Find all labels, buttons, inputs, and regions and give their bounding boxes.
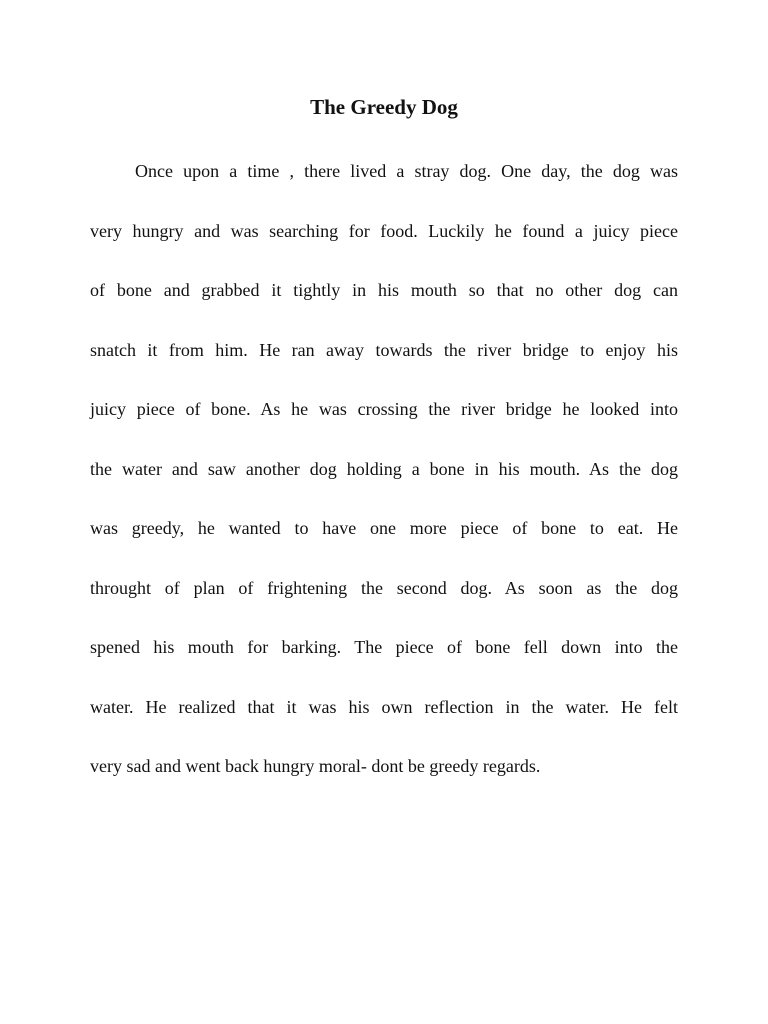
story-line-4: snatch it from him. He ran away towards the river bridge to enjoy his	[90, 339, 678, 360]
story-line-7: was greedy, he wanted to have one more piece of bone to eat. He	[90, 518, 678, 538]
story-line-6: the water and saw another dog holding a bone in his mouth. As the dog	[90, 458, 678, 479]
story-line-11: very sad and went back hungry moral- dont be greedy regards.	[90, 756, 541, 776]
story-line-9: spened his mouth for barking. The piece of bone fell down into the	[90, 637, 678, 657]
story-line-1: Once upon a time , there lived a stray dog. One day, the dog was	[135, 161, 678, 181]
story-title: The Greedy Dog	[310, 95, 458, 119]
story-body	[90, 156, 678, 811]
story-line-10: water. He realized that it was his own reflection in the water. He felt	[90, 696, 678, 717]
story-line-3: of bone and grabbed it tightly in his mouth so that no other dog can	[90, 280, 678, 300]
story-line-8: throught of plan of frightening the second dog. As soon as the dog	[90, 577, 678, 598]
story-line-5: juicy piece of bone. As he was crossing the river bridge he looked into	[90, 399, 678, 419]
story-line-2: very hungry and was searching for food. Luckily he found a juicy piece	[90, 220, 678, 241]
